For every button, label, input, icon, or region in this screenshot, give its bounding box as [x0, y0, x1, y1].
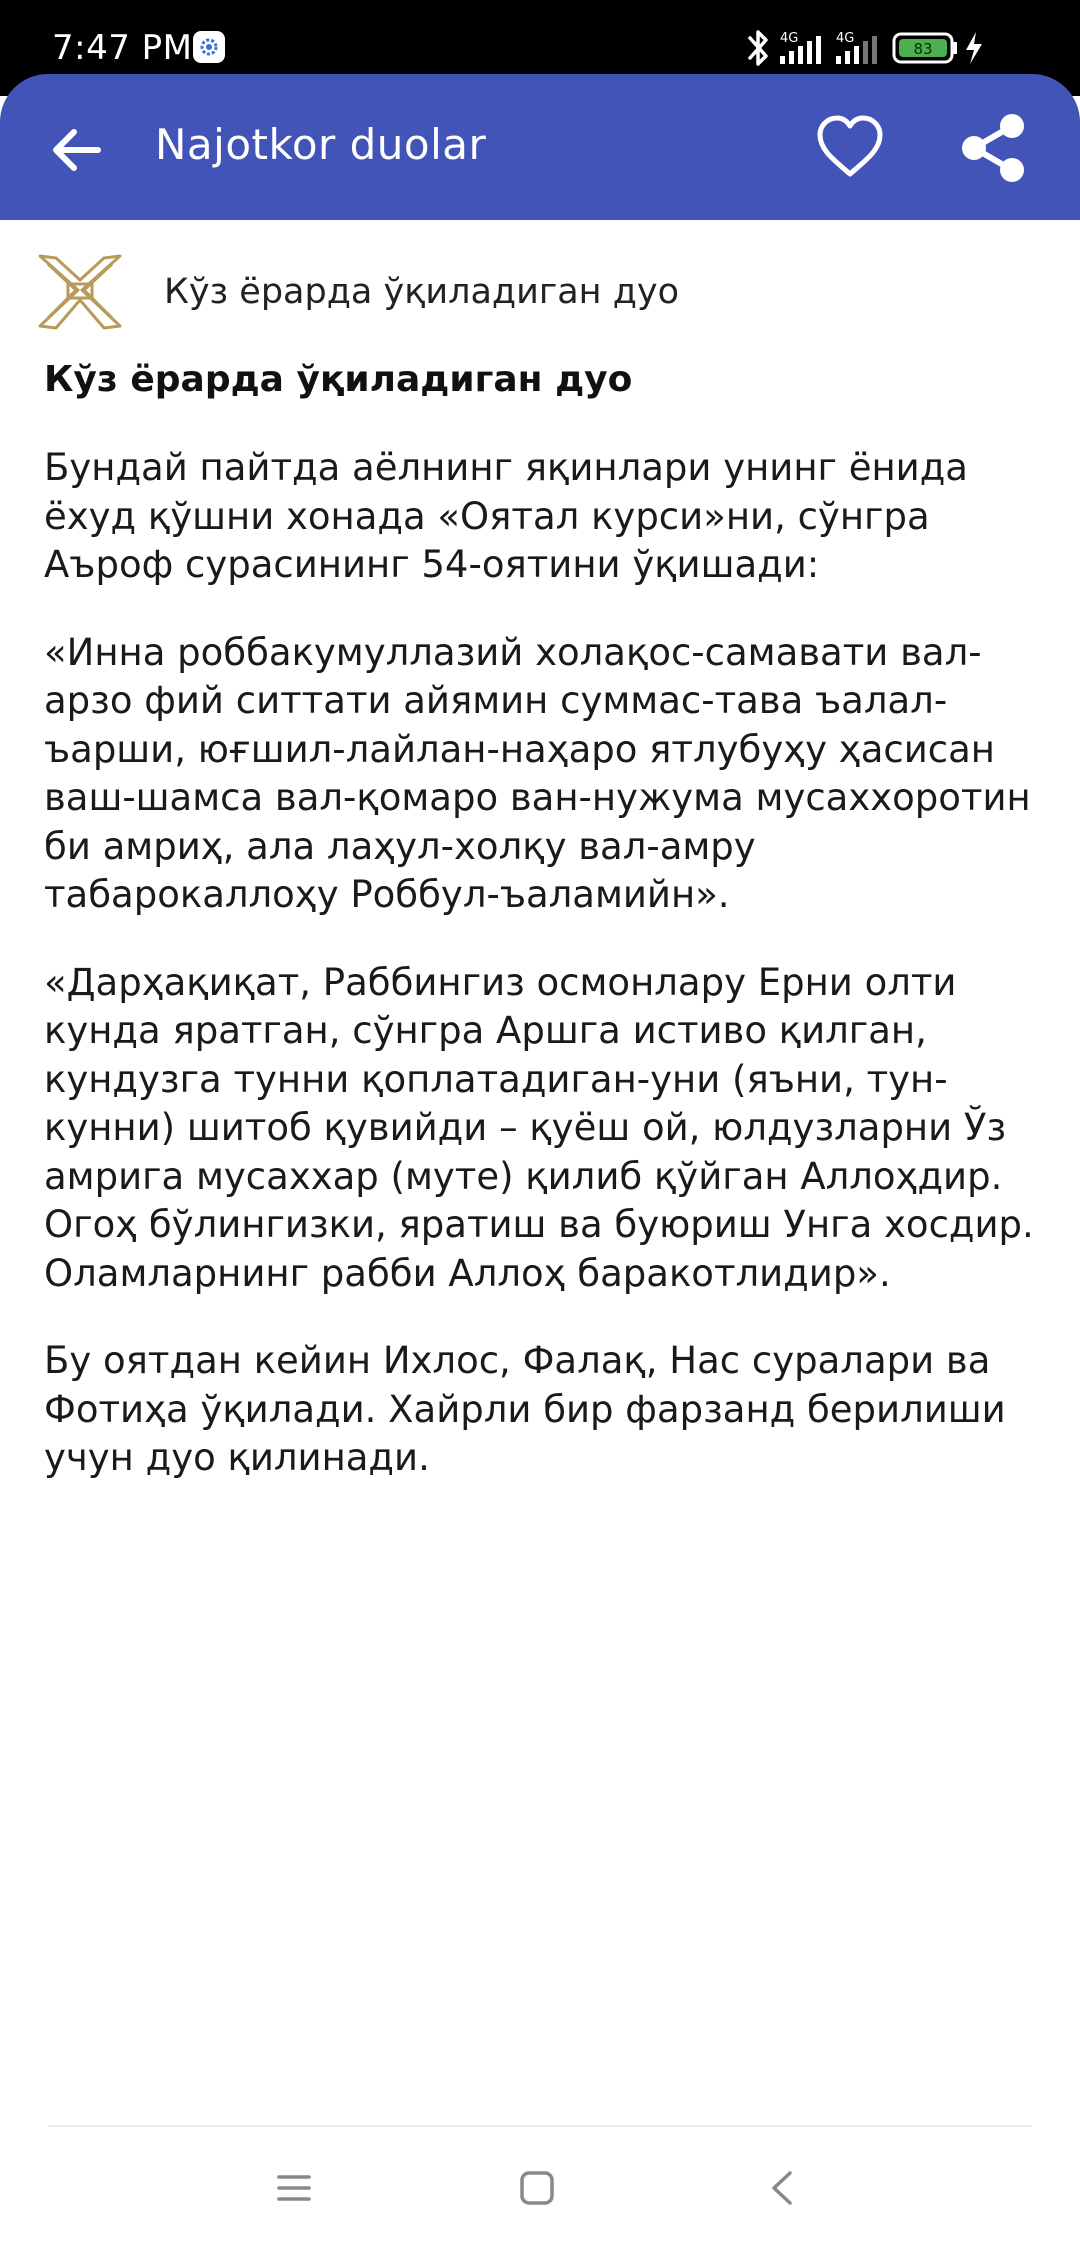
menu-icon: [261, 2155, 327, 2221]
notification-gear-icon: [193, 31, 225, 63]
app-bar: [0, 74, 1080, 220]
favorite-button[interactable]: [812, 110, 888, 186]
home-button[interactable]: [504, 2155, 570, 2221]
dua-article: [44, 354, 1044, 1522]
bluetooth-icon: [750, 32, 766, 64]
status-indicators: [744, 26, 1034, 70]
app-title: Najotkor duolar: [155, 120, 487, 169]
battery-icon: [894, 34, 957, 62]
article-heading: Кўз ёрарда ўқиладиган дуо: [44, 359, 633, 400]
back-chevron-icon: [750, 2155, 816, 2221]
system-back-button[interactable]: [750, 2155, 816, 2221]
system-navigation-bar: [0, 2127, 1080, 2250]
share-button[interactable]: [950, 108, 1036, 188]
battery-level: 83: [913, 40, 933, 58]
heart-icon: [812, 110, 888, 186]
article-paragraph: Бу оятдан кейин Ихлос, Фалақ, Нас суралари ва Фотиҳа ўқилади. Хайрли бир фарзанд берилиши учун дуо қилинади.: [44, 1339, 1006, 1479]
open-book-icon: [36, 250, 124, 332]
arrow-left-icon: [38, 110, 118, 190]
article-paragraph: Бундай пайтда аёлнинг яқинлари унинг ёнида ёхуд қўшни хонада «Оятал курси»ни, сўнгра Аъроф сурасининг 54-оятини ўқишади:: [44, 446, 968, 586]
article-paragraph: «Дарҳақиқат, Раббингиз осмонлару Ерни олти кунда яратган, сўнгра Аршга истиво қилган, кундузга тунни қоплатадиган-уни (яъни, тун-кунни) шитоб қувийди – қуёш ой, юлдузларни Ўз амрига мусаххар (муте) қилиб қўйган Аллоҳдир. Огоҳ бўлингизки, яратиш ва буюриш Унга хосдир. Оламларнинг рабби Аллоҳ баракотлидир».: [44, 960, 1034, 1295]
charging-icon: [966, 32, 982, 64]
recent-apps-button[interactable]: [261, 2155, 327, 2221]
network-label-1: 4G: [780, 31, 799, 46]
home-square-icon: [504, 2155, 570, 2221]
back-button[interactable]: [38, 110, 118, 190]
dua-header-title: Кўз ёрарда ўқиладиган дуо: [164, 272, 680, 312]
status-time: 7:47 PM: [52, 28, 193, 68]
network-label-2: 4G: [836, 31, 855, 46]
share-icon: [950, 108, 1036, 188]
dua-header: [36, 250, 1036, 340]
article-paragraph: «Инна роббакумуллазий холақос-самавати вал-арзо фий ситтати айямин суммас-тава ъалал-ъарши, юғшил-лайлан-наҳаро ятлубуҳу ҳасисан ваш-шамса вал-қомаро ван-нужума мусаххоротин би амриҳ, ала лаҳул-холқу вал-амру табарокаллоҳу Роббул-ъаламийн».: [44, 630, 1031, 916]
